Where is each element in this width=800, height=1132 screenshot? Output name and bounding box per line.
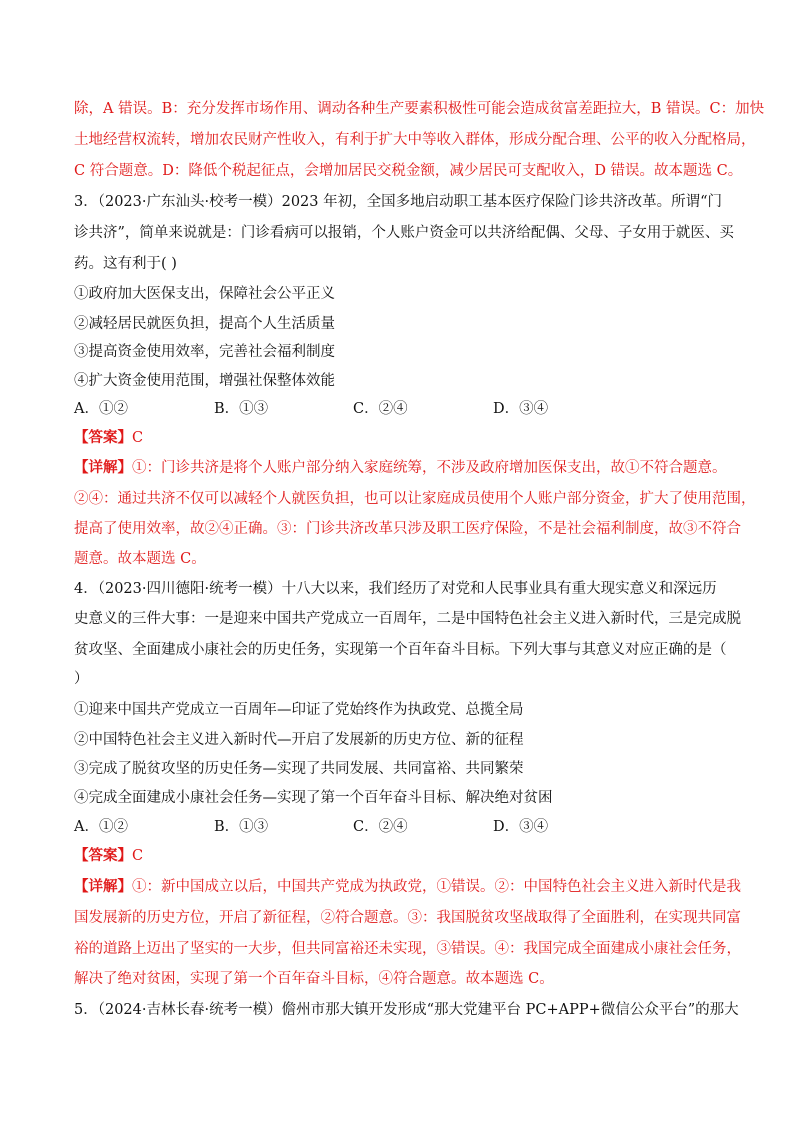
q4-option-c: C．②④ [353,819,408,835]
q3-answer-label: 【答案】 [74,429,132,446]
q3-explanation-line [74,458,727,478]
q3-statement: ②减轻居民就医负担，提高个人生活质量 [74,316,335,332]
q4-explanation-text: ①：新中国成立以后，中国共产党成为执政党，①错误。②：中国特色社会主义进入新时代是我 [132,879,741,895]
q4-stem-line: 贫攻坚、全面建成小康社会的历史任务，实现第一个百年奋斗目标。下列大事与其意义对应正确的是（ [74,642,727,658]
q3-option-b: B．①③ [214,401,269,417]
q4-explanation-line: 裕的道路上迈出了坚实的一大步，但共同富裕还未实现，③错误。④：我国完成全面建成小康社会任务， [74,941,741,957]
q4-explanation-line: 解决了绝对贫困，实现了第一个百年奋斗目标，④符合题意。故本题选 C。 [74,971,554,987]
q3-explanation-line: 提高了使用效率，故②④正确。③：门诊共济改革只涉及职工医疗保险，不是社会福利制度，故③不符合 [74,521,741,537]
q3-explanation-label: 【详解】 [74,459,132,476]
q3-option-c: C．②④ [353,401,408,417]
intro-explanation-line: 土地经营权流转，增加农民财产性收入，有利于扩大中等收入群体，形成分配合理、公平的收入分配格局， [74,132,756,148]
q3-answer-value: C [132,430,144,446]
q4-options [74,817,734,837]
q3-statement: ③提高资金使用效率，完善社会福利制度 [74,344,335,360]
q4-answer [74,846,143,866]
q3-option-a: A．①② [74,401,128,417]
q4-explanation-line: 国发展新的历史方位，开启了新征程，②符合题意。③：我国脱贫攻坚战取得了全面胜利，在实现共同富 [74,910,741,926]
q4-explanation-label: 【详解】 [74,878,132,895]
q4-statement: ④完成全面建成小康社会任务—实现了第一个百年奋斗目标、解决绝对贫困 [74,790,553,806]
q4-stem-line: 4．（2023·四川德阳·统考一模）十八大以来，我们经历了对党和人民事业具有重大现实意义和深远历 [74,581,717,597]
q3-stem-line: 药。这有利于( ) [74,256,177,272]
q3-option-d: D．③④ [493,401,549,417]
q4-answer-label: 【答案】 [74,847,132,864]
q4-statement: ①迎来中国共产党成立一百周年—印证了党始终作为执政党、总揽全局 [74,702,524,718]
q4-option-d: D．③④ [493,819,549,835]
q4-stem-line: 史意义的三件大事：一是迎来中国共产党成立一百周年，二是中国特色社会主义进入新时代，三是完成脱 [74,611,741,627]
q3-statement: ④扩大资金使用范围，增强社保整体效能 [74,373,335,389]
q3-explanation-text: ①：门诊共济是将个人账户部分纳入家庭统筹，不涉及政府增加医保支出，故①不符合题意。 [132,460,727,476]
q3-answer [74,428,143,448]
q5-stem-line: 5．（2024·吉林长春·统考一模）儋州市那大镇开发形成“那大党建平台 PC+APP+微信公众平台”的那大 [74,1002,739,1018]
q4-stem-line: ） [74,671,89,687]
q3-stem-line: 3．（2023·广东汕头·校考一模）2023 年初，全国多地启动职工基本医疗保险门诊共济改革。所谓“门 [74,194,723,210]
intro-explanation-line: C 符合题意。D：降低个税起征点，会增加居民交税金额，减少居民可支配收入，D 错误。故本题选 C。 [74,163,743,179]
q4-answer-value: C [132,848,144,864]
q4-statement: ③完成了脱贫攻坚的历史任务—实现了共同发展、共同富裕、共同繁荣 [74,761,524,777]
q4-option-b: B．①③ [214,819,269,835]
q3-explanation-line: 题意。故本题选 C。 [74,551,206,567]
q3-statement: ①政府加大医保支出，保障社会公平正义 [74,286,335,302]
q4-option-a: A．①② [74,819,128,835]
q4-explanation-line [74,877,741,897]
q3-options [74,399,734,419]
q3-explanation-line: ②④：通过共济不仅可以减轻个人就医负担，也可以让家庭成员使用个人账户部分资金，扩大了使用范围， [74,491,756,507]
q3-stem-line: 诊共济”，简单来说就是：门诊看病可以报销，个人账户资金可以共济给配偶、父母、子女用于就医、买 [74,225,734,241]
q4-statement: ②中国特色社会主义进入新时代—开启了发展新的历史方位、新的征程 [74,732,524,748]
intro-explanation-line: 除，A 错误。B：充分发挥市场作用、调动各种生产要素积极性可能会造成贫富差距拉大，B 错误。C：加快 [74,101,765,117]
